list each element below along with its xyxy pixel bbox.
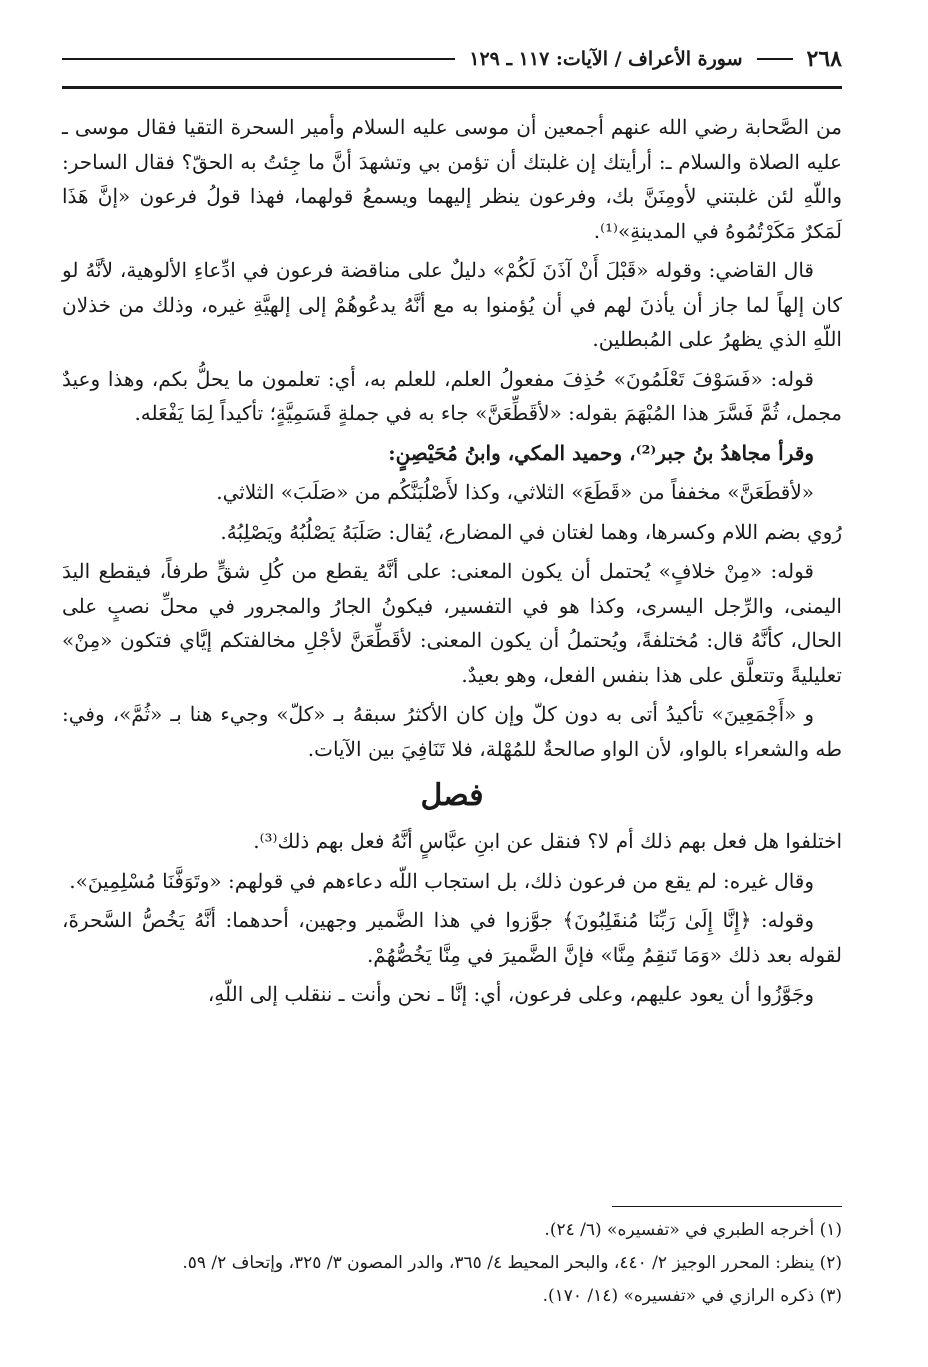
paragraph: وقال غيره: لم يقع من فرعون ذلك، بل استجاب اللّه دعاءهم في قولهم: «وتَوَفَّنَا مُسْلِمِينَ».	[69, 868, 814, 893]
paragraph: وقوله: ﴿إِنَّا إِلَىٰ رَبِّنَا مُنقَلِبُونَ﴾ جوَّزوا في هذا الضَّمير وجهين، أحدهما: أنَّهُ يَخُصُّ السَّحرةَ، لقوله بعد ذلك «وَمَا تَنقِمُ مِنَّا» فإنَّ الضَّميرَ في مِنَّا يَخُصُّهُمْ.	[62, 908, 842, 967]
footnote: (١) أخرجه الطبري في «تفسيره» (٦/ ٢٤).	[544, 1220, 842, 1240]
header-rule	[62, 86, 842, 89]
main-text	[62, 110, 842, 1017]
paragraph: من الصَّحابة رضي الله عنهم أجمعين أن موسى عليه السلام وأمير السحرة التقيا فقال موسى ـ عليه الصلاة والسلام ـ: أرأيتك إن غلبتك أن تؤمن بي وتشهدَ أنَّ ما جِئتُ به الحقّ؟ فقال الساحر: واللّهِ لئن غلبتني لأومِنَنَّ بك، وفرعون ينظر إليهما ويسمعُ قولهما، فهذا قولُ فرعون «إنَّ هَذَا لَمَكرٌ مَكَرْتُمُوهُ في المدينةِ»⁽¹⁾.	[62, 115, 842, 243]
footnote-rule	[612, 1206, 842, 1207]
paragraph: و «أَجْمَعِينَ» تأكيدُ أتى به دون كلّ وإن كان الأكثرُ سبقهُ بـ «كلّ» وجيء هنا بـ «ثُمَّ»، وفي: طه والشعراء بالواو، لأن الواو صالحةٌ للمُهْلة، فلا تَنَافِيَ بين الآيات.	[62, 702, 842, 761]
paragraph: قوله: «مِنْ خلافٍ» يُحتمل أن يكون المعنى: على أنَّهُ يقطع من كُلِ شقٍّ طرفاً، فيقطع اليدَ اليمنى، والرِّجل اليسرى، وكذا هو في التفسير، فيكونُ الجارُ والمجرور في محلِّ نصبٍ على الحال، كأنَّهُ قال: مُختلفةً، ويُحتملُ أن يكون المعنى: لأقَطِّعَنَّ لأجْلِ مخالفتكم إيَّاي فتكون «مِنْ» تعليليةً وتتعلَّق على هذا بنفس الفعل، وهو بعيدٌ.	[62, 559, 842, 687]
header-line	[62, 58, 455, 60]
paragraph: وجَوَّزُوا أن يعود عليهم، وعلى فرعون، أي: إنَّا ـ نحن وأنت ـ ننقلب إلى اللّهِ،	[207, 982, 814, 1006]
section-title: فصل	[420, 778, 484, 813]
page-header	[62, 42, 842, 76]
footnotes	[62, 1214, 842, 1313]
reading-heading: وقرأ مجاهدُ بنُ جبر⁽²⁾، وحميد المكي، وابنُ مُحَيْصِنٍ:	[388, 440, 814, 465]
footnote: (٣) ذكره الرازي في «تفسيره» (١٤/ ١٧٠).	[542, 1286, 842, 1306]
paragraph: «لأقطَعَنَّ» مخففاً من «قَطَعَ» الثلاثي، وكذا لأَصْلُبَنَّكُم من «صَلَبَ» الثلاثي.	[216, 480, 814, 504]
paragraph: رُوي بضم اللام وكسرها، وهما لغتان في المضارع، يُقال: صَلَبَهُ يَصْلُبُهُ ويَصْلِبُهُ.	[220, 519, 842, 544]
running-title: سورة الأعراف / الآيات: ١١٧ ـ ١٢٩	[469, 48, 743, 70]
header-dash	[757, 58, 793, 60]
page-number: ٢٦٨	[806, 46, 842, 72]
paragraph: اختلفوا هل فعل بهم ذلك أم لا؟ فنقل عن ابنِ عبَّاسٍ أنَّهُ فعل بهم ذلك⁽³⁾.	[253, 829, 842, 853]
paragraph: قال القاضي: وقوله «قَبْلَ أَنْ آذَنَ لَكُمْ» دليلٌ على مناقضة فرعون في ادِّعاءِ الألوهية، لأنَّهُ لو كان إلهاً لما جاز أن يأذنَ لهم في أن يُؤمنوا به مع أنَّهُ يدعُوهُمْ إلى إلهيَّةِ غيره، وذلك من خذلان اللّهِ الذي يظهرُ على المُبطلين.	[62, 258, 842, 351]
footnote: (٢) ينظر: المحرر الوجيز ٢/ ٤٤٠، والبحر المحيط ٤/ ٣٦٥، والدر المصون ٣/ ٣٢٥، وإتحاف ٢/ ٥٩.	[182, 1253, 842, 1273]
paragraph: قوله: «فَسَوْفَ تَعْلَمُونَ» حُذِفَ مفعولُ العلم، للعلم به، أي: تعلمون ما يحلُّ بكم، وهذا وعيدٌ مجمل، ثُمَّ فَسَّرَ هذا المُبْهَمَ بقوله: «لأقَطِّعَنَّ» جاء به في جملةٍ قَسَمِيَّةٍ؛ تأكيداً لِمَا يَفْعَله.	[62, 366, 842, 425]
